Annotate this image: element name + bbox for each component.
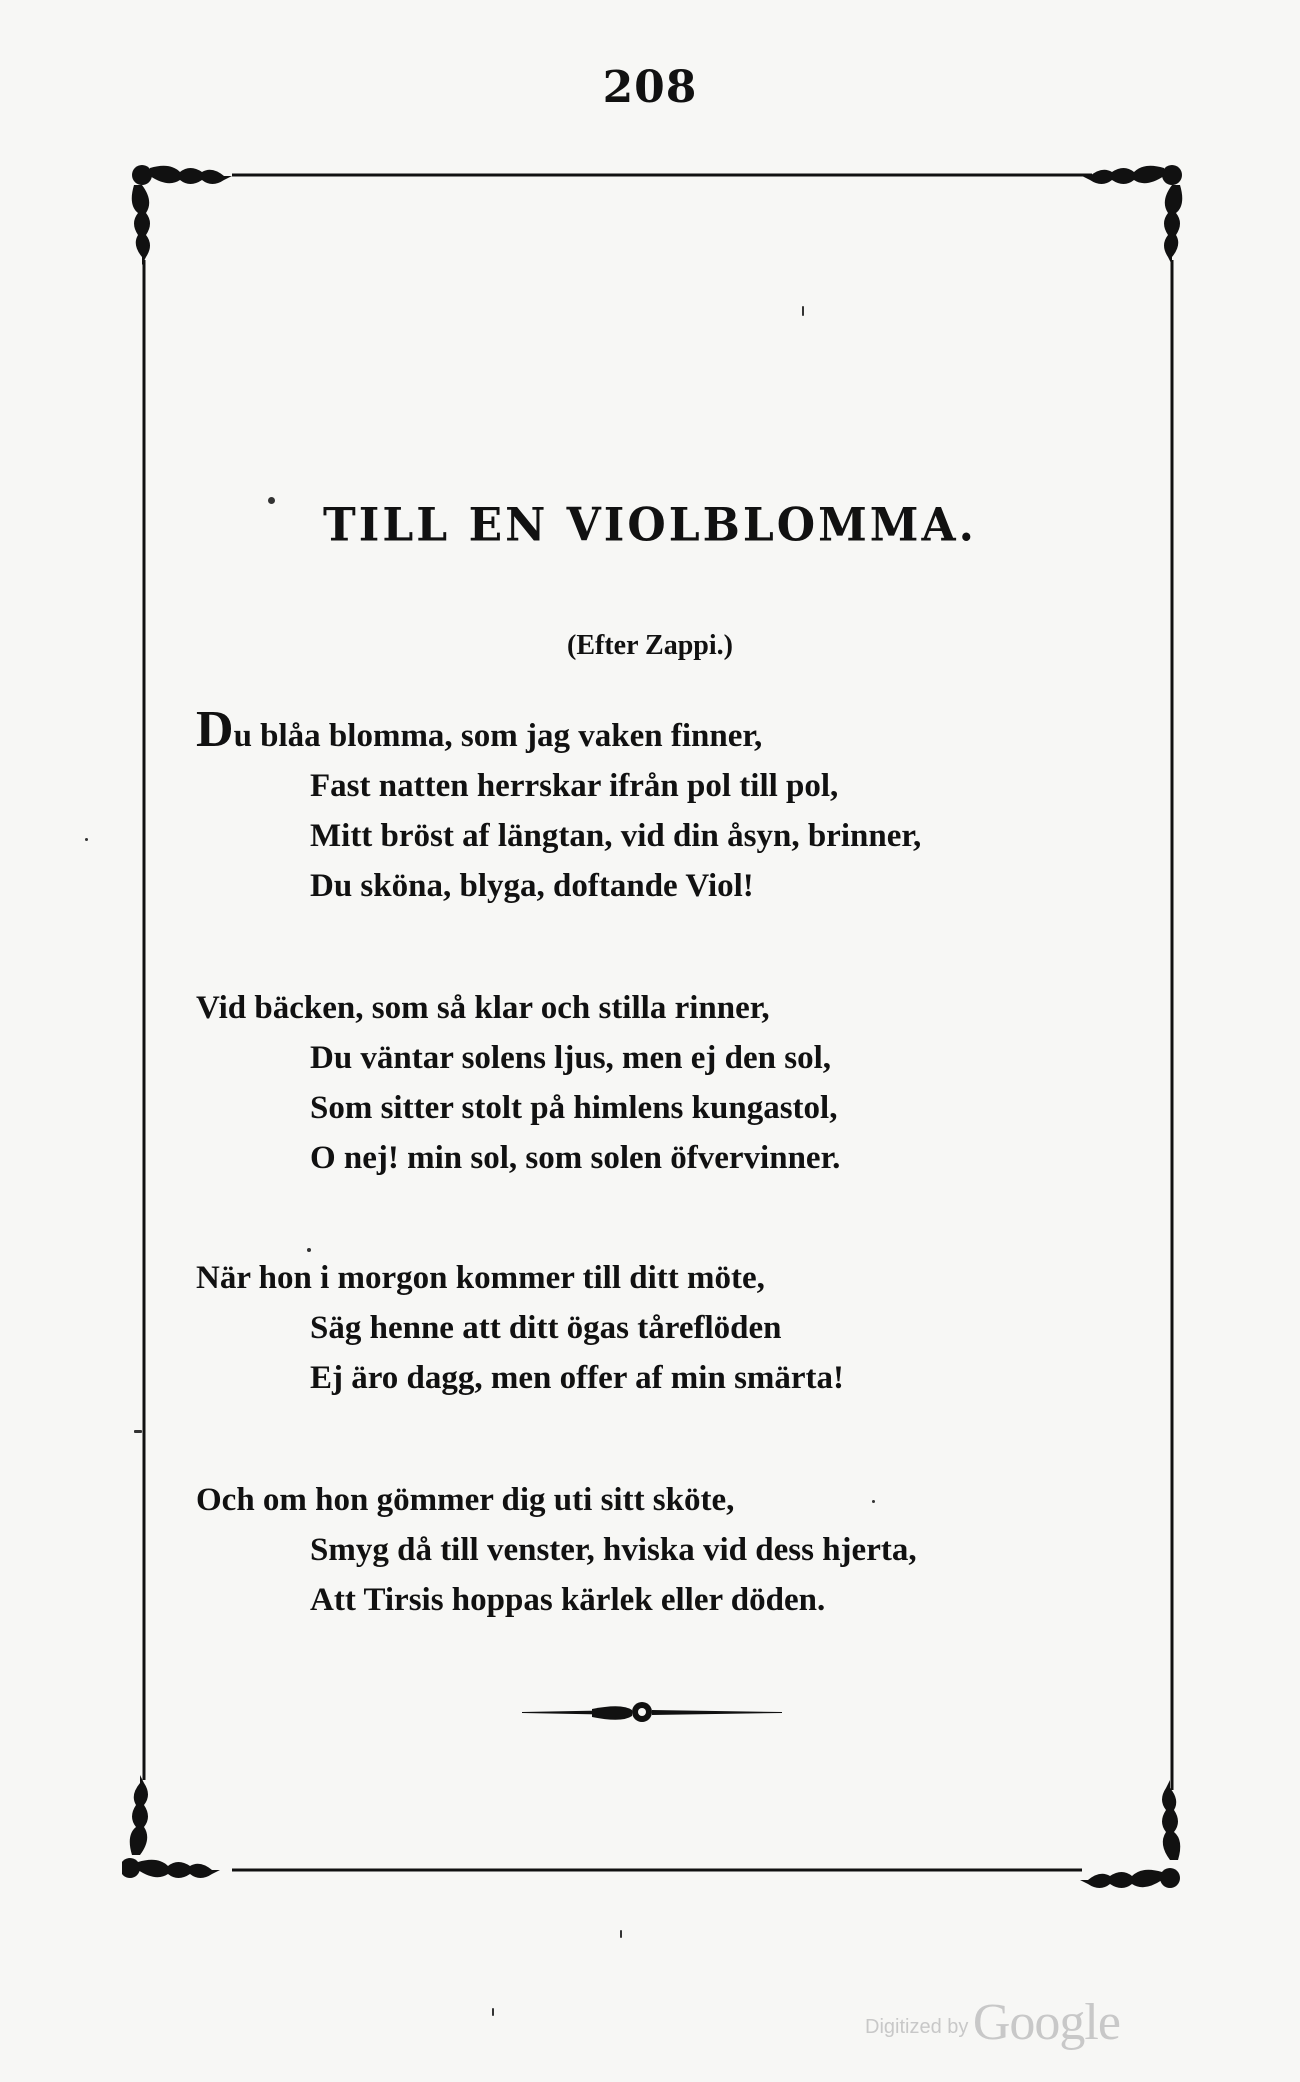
poem-line: Fast natten herrskar ifrån pol till pol, (310, 768, 839, 804)
poem-line: Du sköna, blyga, doftande Viol! (310, 868, 754, 904)
poem-line (196, 701, 1146, 761)
google-wordmark: Google (972, 1994, 1120, 2051)
stanza-3 (196, 1253, 1146, 1403)
stanza-1 (196, 701, 1146, 911)
poem-line: När hon i morgon kommer till ditt möte, (196, 1260, 765, 1296)
poem-body (196, 701, 1146, 1697)
corner-ornament-bottom-right (1080, 1780, 1180, 1888)
poem-line: Mitt bröst af längtan, vid din åsyn, brinner, (310, 818, 922, 854)
stanza-2 (196, 983, 1146, 1183)
poem-subtitle: (Efter Zappi.) (567, 630, 733, 661)
scan-speck (134, 1430, 142, 1433)
corner-ornament-top-left (132, 165, 232, 265)
poem-title: TILL EN VIOLBLOMMA. (323, 498, 977, 553)
scan-speck (802, 306, 804, 316)
page-number: 208 (602, 62, 698, 113)
scan-speck (268, 497, 275, 504)
poem-line-text: u blåa blomma, som jag vaken finner, (233, 718, 763, 754)
scan-speck (85, 838, 88, 841)
poem-line: Som sitter stolt på himlens kungastol, (310, 1090, 838, 1126)
poem-line: Ej äro dagg, men offer af min smärta! (310, 1360, 845, 1396)
poem-line: Du väntar solens ljus, men ej den sol, (310, 1040, 832, 1076)
tailpiece-ornament (522, 1702, 1192, 1722)
poem-line: Att Tirsis hoppas kärlek eller döden. (310, 1582, 826, 1618)
poem-line: Smyg då till venster, hviska vid dess hjerta, (310, 1532, 917, 1568)
stanza-4 (196, 1475, 1146, 1625)
poem-line: Och om hon gömmer dig uti sitt sköte, (196, 1482, 735, 1518)
scan-speck (872, 1500, 875, 1503)
digitized-watermark (865, 1993, 1120, 2052)
scan-speck (492, 2008, 494, 2016)
corner-ornament-top-right (1082, 165, 1182, 265)
poem-line: Vid bäcken, som så klar och stilla rinner, (196, 990, 770, 1026)
poem-line: Säg henne att ditt ögas tåreflöden (310, 1310, 782, 1346)
drop-cap: D (196, 701, 234, 758)
watermark-prefix: Digitized by (865, 2016, 969, 2038)
scan-speck (307, 1248, 311, 1252)
scan-speck (620, 1930, 622, 1938)
poem-line: O nej! min sol, som solen öfvervinner. (310, 1140, 841, 1176)
corner-ornament-bottom-left (122, 1775, 220, 1878)
